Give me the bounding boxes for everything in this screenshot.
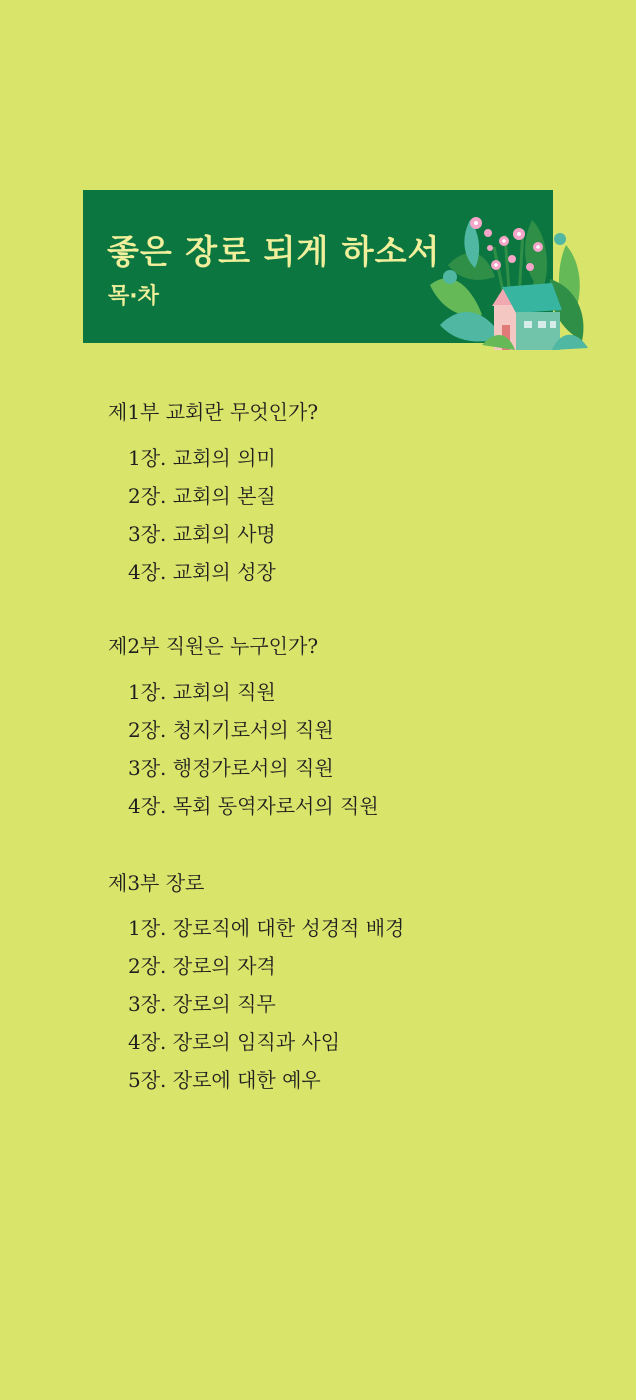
chapter-item: 2장. 교회의 본질 (128, 484, 276, 508)
chapter-item: 1장. 교회의 직원 (128, 680, 276, 704)
house-with-flowers-icon (420, 205, 595, 360)
chapter-item: 3장. 행정가로서의 직원 (128, 756, 334, 780)
chapter-item: 4장. 장로의 임직과 사임 (128, 1030, 341, 1054)
section-label: 목·차 (108, 284, 159, 309)
part-1-heading: 제1부 교회란 무엇인가? (108, 400, 319, 424)
part-3-heading: 제3부 장로 (108, 871, 205, 895)
chapter-item: 2장. 청지기로서의 직원 (128, 718, 334, 742)
chapter-item: 4장. 교회의 성장 (128, 560, 276, 584)
book-title: 좋은 장로 되게 하소서 (107, 232, 441, 271)
chapter-item: 3장. 장로의 직무 (128, 992, 276, 1016)
chapter-item: 1장. 교회의 의미 (128, 446, 276, 470)
chapter-item: 3장. 교회의 사명 (128, 522, 276, 546)
chapter-item: 1장. 장로직에 대한 성경적 배경 (128, 916, 405, 940)
chapter-item: 2장. 장로의 자격 (128, 954, 276, 978)
chapter-item: 4장. 목회 동역자로서의 직원 (128, 794, 379, 818)
chapter-item: 5장. 장로에 대한 예우 (128, 1068, 321, 1092)
part-2-heading: 제2부 직원은 누구인가? (108, 634, 319, 658)
